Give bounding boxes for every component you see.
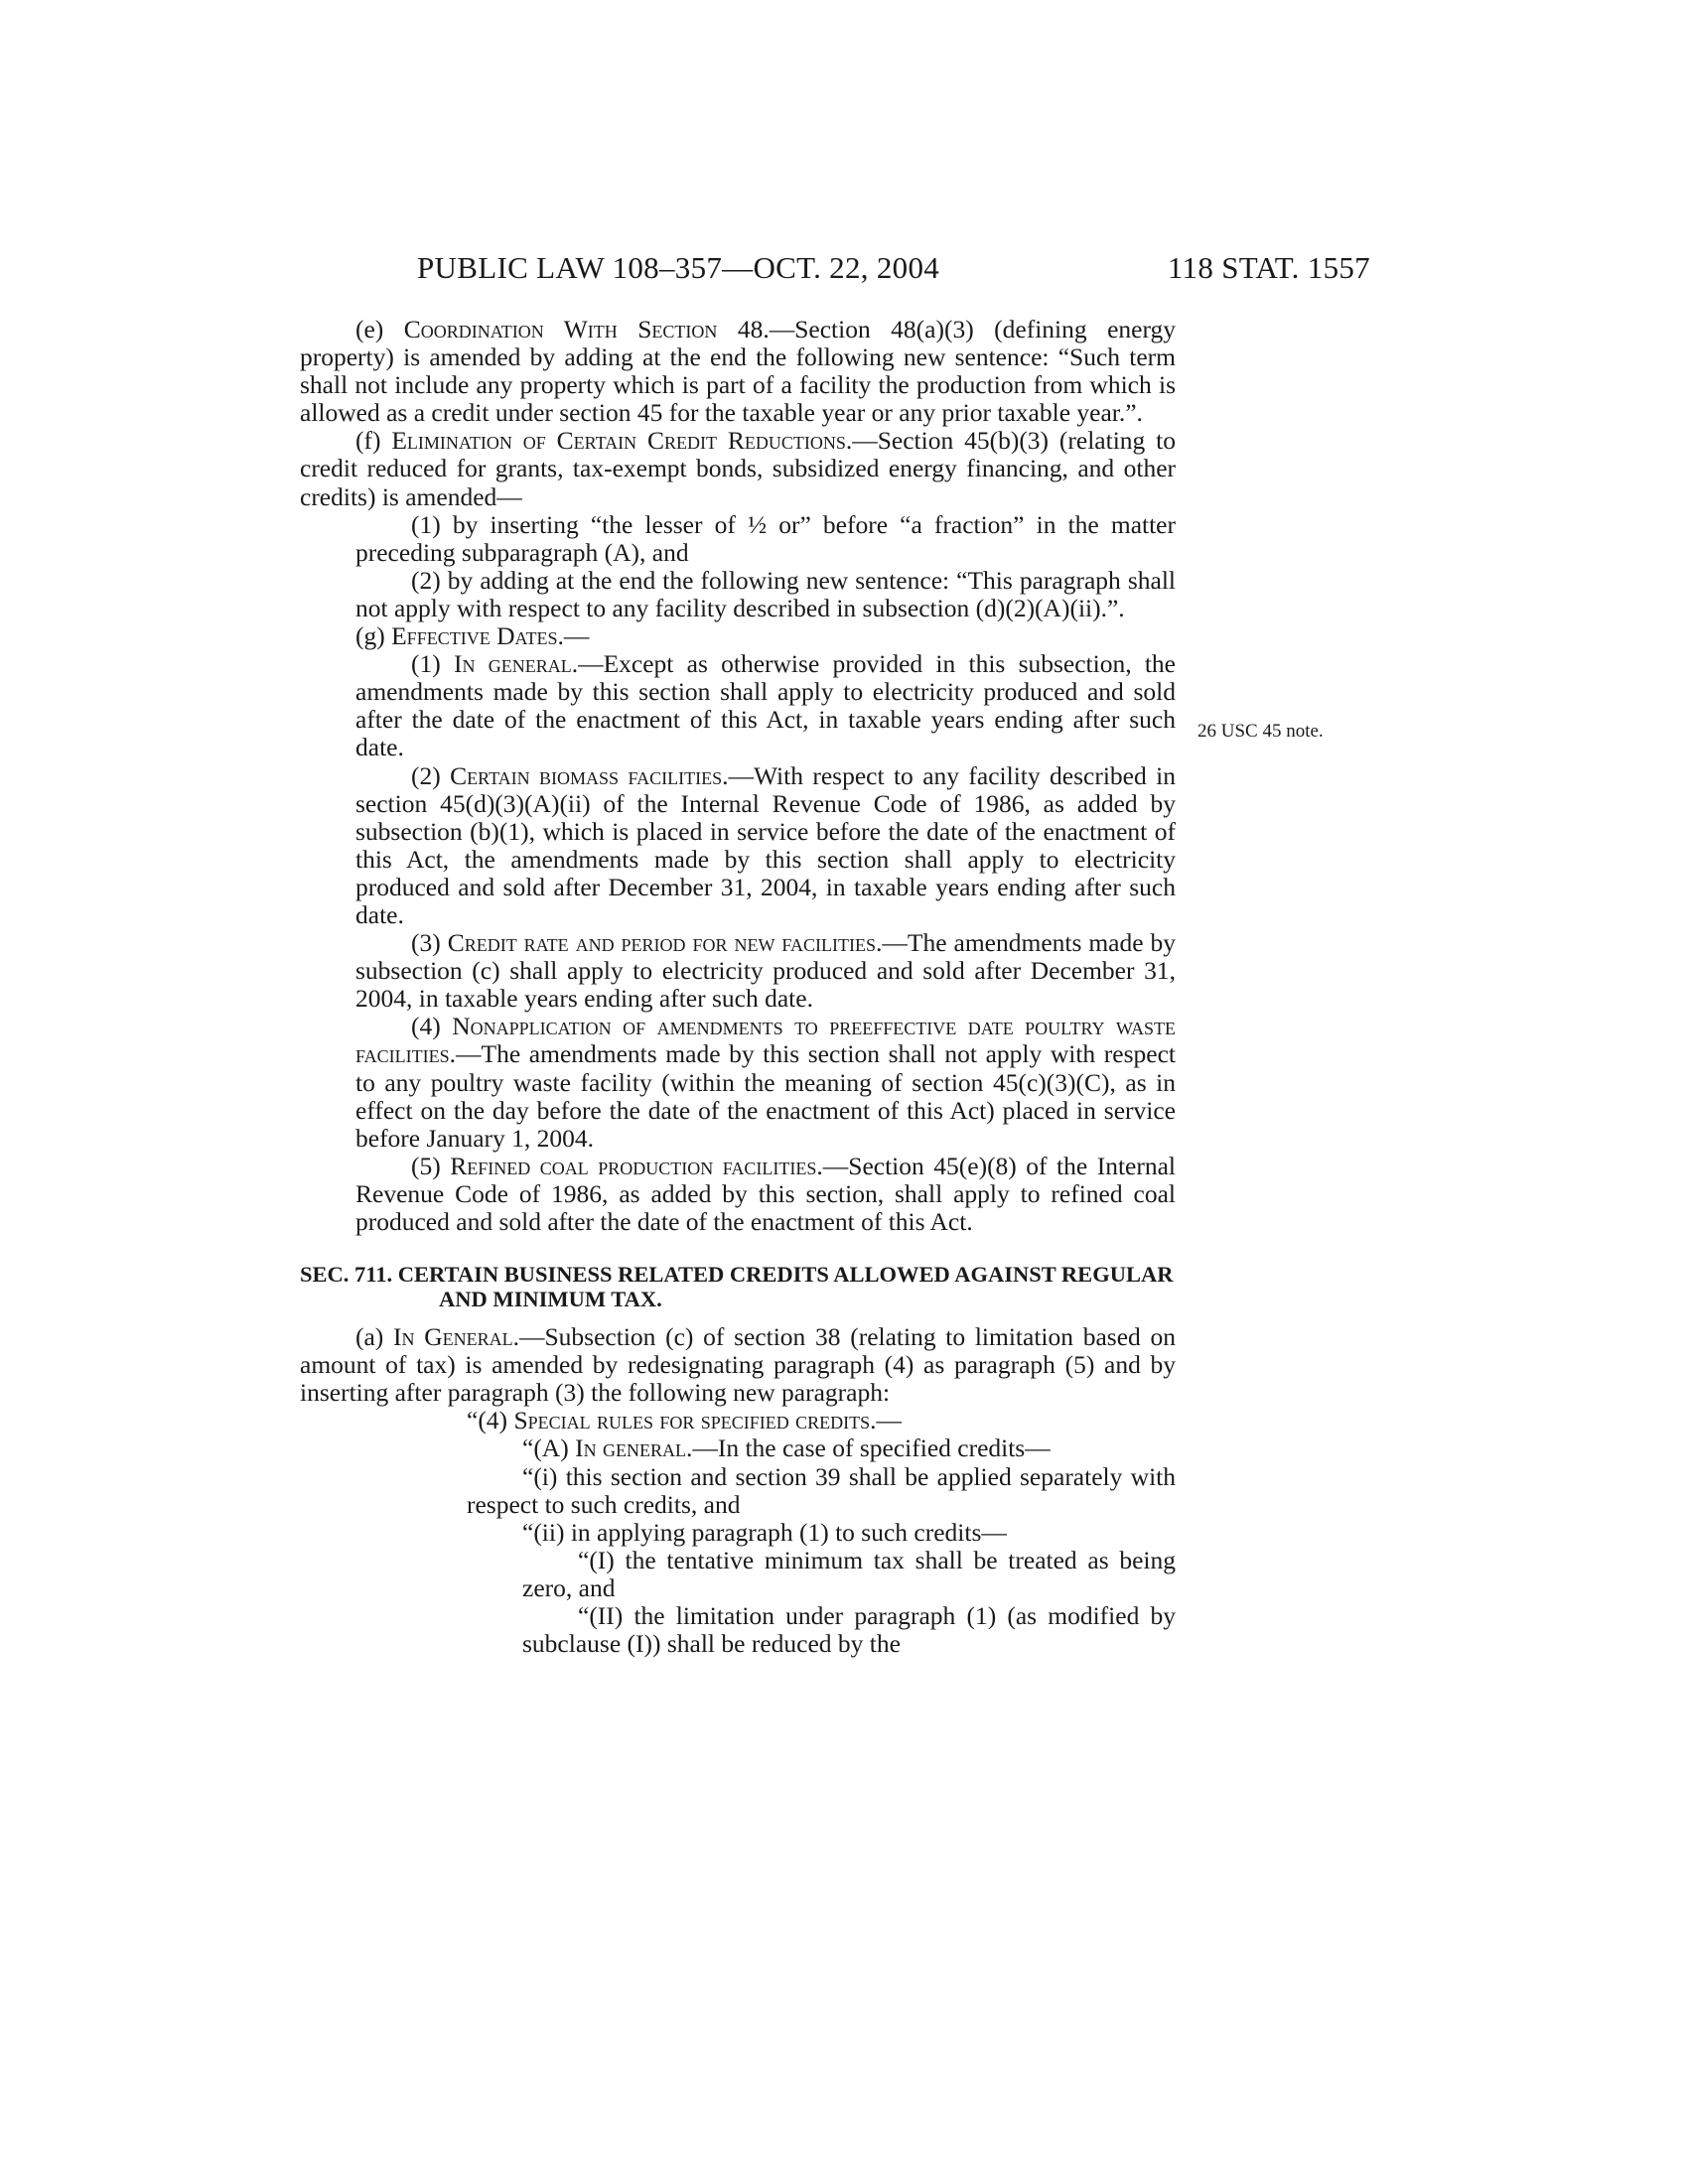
quoted-subclause-II: “(II) the limitation under paragraph (1) (as modified by subclause (I)) shall be reduced by the xyxy=(522,1601,1176,1659)
quoted-subclause-I: “(I) the tentative minimum tax shall be treated as being zero, and xyxy=(522,1545,1176,1602)
paragraph-heading: In general. xyxy=(453,649,579,679)
document-body xyxy=(300,316,1176,1658)
paragraph-g-4: (4) Nonapplication of amendments to preeffective date poultry waste facilities.—The amendments made by this section shall not apply with respect to any poultry waste facility (within the meaning of section 45(c)(3)(C), as in effect on the day before the date of the enactment of this Act) placed in service before January 1, 2004. xyxy=(355,1012,1177,1153)
quoted-subparagraph-a: “(A) In general.—In the case of specified credits— xyxy=(522,1433,1051,1463)
paragraph-g-3: (3) Credit rate and period for new facilities.—The amendments made by subsection (c) shall apply to electricity produced and sold after December 31, 2004, in taxable years ending after such date. xyxy=(355,928,1177,1014)
paragraph-heading: Refined coal production facilities. xyxy=(450,1151,823,1180)
paragraph-heading: Special rules for specified credits. xyxy=(513,1406,877,1435)
paragraph-heading: In general. xyxy=(575,1433,693,1463)
paragraph-heading: Elimination of Certain Credit Reductions. xyxy=(391,426,853,456)
paragraph-f: (f) Elimination of Certain Credit Reductions.—Section 45(b)(3) (relating to credit reduced for grants, tax-exempt bonds, subsidized energy financing, and other credits) is amended— xyxy=(300,426,1176,511)
paragraph-g-2: (2) Certain biomass facilities.—With respect to any facility described in section 45(d)(3)(A)(ii) of the Internal Revenue Code of 1986, as added by subsection (b)(1), which is placed in service before the date of the enactment of this Act, the amendments made by this section shall apply to electricity produced and sold after December 31, 2004, in taxable years ending after such date. xyxy=(355,760,1176,929)
quoted-clause-i: “(i) this section and section 39 shall be applied separately with respect to such credits, and xyxy=(467,1461,1176,1519)
margin-note: 26 USC 45 note. xyxy=(1197,721,1324,742)
paragraph-heading: Certain biomass facilities. xyxy=(450,760,729,790)
quoted-clause-ii: “(ii) in applying paragraph (1) to such credits— xyxy=(522,1517,1007,1547)
statute-page-number: 118 STAT. 1557 xyxy=(1167,250,1370,285)
quoted-paragraph-4: “(4) Special rules for specified credits.— xyxy=(467,1406,903,1435)
paragraph-g-5: (5) Refined coal production facilities.—Section 45(e)(8) of the Internal Revenue Code of 1986, as added by this section, shall apply to refined coal produced and sold after the date of the enactment of this Act. xyxy=(355,1151,1176,1236)
paragraph-heading: In General. xyxy=(393,1322,519,1352)
paragraph-e: (e) Coordination With Section 48.—Section 48(a)(3) (defining energy property) is amended by adding at the end the following new sentence: “Such term shall not include any property which is part of a facility the production from which is allowed as a credit under section 45 for the taxable year or any prior taxable year.”. xyxy=(300,315,1176,428)
public-law-citation: PUBLIC LAW 108–357—OCT. 22, 2004 xyxy=(417,250,940,285)
paragraph-heading: Effective Dates. xyxy=(391,621,564,651)
paragraph-g-1: (1) In general.—Except as otherwise provided in this subsection, the amendments made by this section shall apply to electricity produced and sold after the date of the enactment of this Act, in taxable years ending after such date. xyxy=(355,649,1176,762)
paragraph-heading: Coordination With Section 48. xyxy=(403,315,770,343)
paragraph-heading: Nonapplication of amendments to preeffective date poultry waste facilities. xyxy=(355,1012,1177,1069)
paragraph-g: (g) Effective Dates.— xyxy=(355,621,590,651)
paragraph-heading: Credit rate and period for new facilities. xyxy=(447,928,883,958)
section-heading: SEC. 711. CERTAIN BUSINESS RELATED CREDITS ALLOWED AGAINST REGULAR AND MINIMUM TAX. xyxy=(300,1262,1174,1312)
paragraph-f-1: (1) by inserting “the lesser of ½ or” before “a fraction” in the matter preceding subparagraph (A), and xyxy=(355,509,1176,567)
paragraph-f-2: (2) by adding at the end the following new sentence: “This paragraph shall not apply with respect to any facility described in subsection (d)(2)(A)(ii).”. xyxy=(355,565,1176,622)
section-paragraph-a: (a) In General.—Subsection (c) of section 38 (relating to limitation based on amount of tax) is amended by redesignating paragraph (4) as paragraph (5) and by inserting after paragraph (3) the following new paragraph: xyxy=(300,1322,1176,1408)
